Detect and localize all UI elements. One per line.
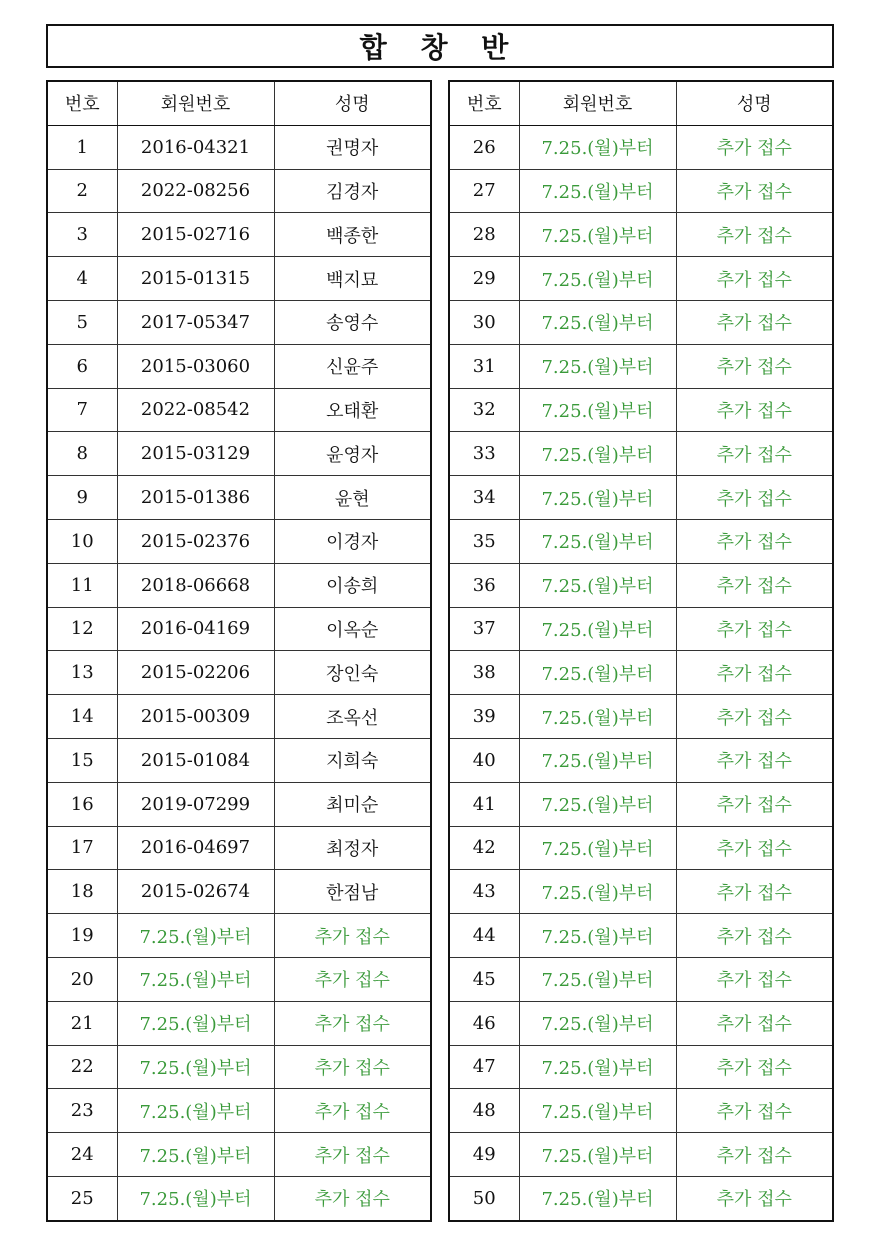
row-number: 3 <box>47 213 117 257</box>
member-id: 7.25.(월)부터 <box>519 782 676 826</box>
row-number: 32 <box>449 388 519 432</box>
member-name: 이송희 <box>274 563 431 607</box>
row-number: 15 <box>47 738 117 782</box>
member-name: 추가 접수 <box>676 300 833 344</box>
member-id: 2016-04697 <box>117 826 274 870</box>
table-row <box>449 957 833 1001</box>
member-id: 2015-02376 <box>117 519 274 563</box>
table-row <box>47 1089 431 1133</box>
row-number: 5 <box>47 300 117 344</box>
table-row <box>47 870 431 914</box>
table-row <box>47 651 431 695</box>
table-row <box>47 476 431 520</box>
row-number: 17 <box>47 826 117 870</box>
roster-table-left <box>46 80 432 1222</box>
row-number: 8 <box>47 432 117 476</box>
table-row <box>449 914 833 958</box>
member-name: 이옥순 <box>274 607 431 651</box>
table-row <box>449 1133 833 1177</box>
member-name: 추가 접수 <box>274 957 431 1001</box>
row-number: 26 <box>449 125 519 169</box>
member-id: 7.25.(월)부터 <box>117 1001 274 1045</box>
row-number: 41 <box>449 782 519 826</box>
header-name: 성명 <box>274 81 431 125</box>
member-name: 추가 접수 <box>676 432 833 476</box>
member-name: 추가 접수 <box>676 1089 833 1133</box>
row-number: 33 <box>449 432 519 476</box>
member-name: 추가 접수 <box>274 1176 431 1220</box>
member-id: 7.25.(월)부터 <box>519 738 676 782</box>
table-row <box>449 563 833 607</box>
table-row <box>47 125 431 169</box>
member-id: 2016-04169 <box>117 607 274 651</box>
member-id: 2022-08542 <box>117 388 274 432</box>
member-id: 2018-06668 <box>117 563 274 607</box>
member-id: 7.25.(월)부터 <box>519 213 676 257</box>
table-row <box>47 738 431 782</box>
member-id: 2015-00309 <box>117 695 274 739</box>
member-id: 7.25.(월)부터 <box>519 1133 676 1177</box>
table-row <box>449 388 833 432</box>
member-name: 한점남 <box>274 870 431 914</box>
member-id: 7.25.(월)부터 <box>519 957 676 1001</box>
table-row <box>47 1133 431 1177</box>
row-number: 4 <box>47 257 117 301</box>
member-name: 최미순 <box>274 782 431 826</box>
table-row <box>47 782 431 826</box>
row-number: 28 <box>449 213 519 257</box>
member-name: 조옥선 <box>274 695 431 739</box>
table-row <box>449 169 833 213</box>
member-name: 추가 접수 <box>676 957 833 1001</box>
member-id: 7.25.(월)부터 <box>519 1176 676 1220</box>
member-name: 추가 접수 <box>676 519 833 563</box>
member-id: 7.25.(월)부터 <box>519 432 676 476</box>
member-name: 추가 접수 <box>274 1089 431 1133</box>
member-name: 추가 접수 <box>676 870 833 914</box>
member-name: 추가 접수 <box>676 388 833 432</box>
table-row <box>47 826 431 870</box>
member-name: 윤현 <box>274 476 431 520</box>
table-row <box>47 257 431 301</box>
header-row <box>47 81 431 125</box>
table-row <box>47 695 431 739</box>
table-row <box>449 1089 833 1133</box>
member-id: 7.25.(월)부터 <box>519 257 676 301</box>
member-name: 추가 접수 <box>676 695 833 739</box>
row-number: 49 <box>449 1133 519 1177</box>
header-member-id: 회원번호 <box>519 81 676 125</box>
row-number: 14 <box>47 695 117 739</box>
member-name: 추가 접수 <box>274 1133 431 1177</box>
member-name: 송영수 <box>274 300 431 344</box>
row-number: 46 <box>449 1001 519 1045</box>
member-name: 추가 접수 <box>676 914 833 958</box>
row-number: 44 <box>449 914 519 958</box>
table-row <box>449 1176 833 1220</box>
row-number: 20 <box>47 957 117 1001</box>
table-row <box>47 1176 431 1220</box>
member-name: 추가 접수 <box>676 563 833 607</box>
row-number: 36 <box>449 563 519 607</box>
member-id: 7.25.(월)부터 <box>519 476 676 520</box>
table-row <box>47 914 431 958</box>
member-id: 2015-03129 <box>117 432 274 476</box>
row-number: 29 <box>449 257 519 301</box>
member-id: 7.25.(월)부터 <box>519 870 676 914</box>
row-number: 19 <box>47 914 117 958</box>
row-number: 31 <box>449 344 519 388</box>
row-number: 39 <box>449 695 519 739</box>
member-name: 윤영자 <box>274 432 431 476</box>
header-number: 번호 <box>47 81 117 125</box>
member-name: 추가 접수 <box>676 738 833 782</box>
row-number: 2 <box>47 169 117 213</box>
row-number: 43 <box>449 870 519 914</box>
row-number: 30 <box>449 300 519 344</box>
member-id: 7.25.(월)부터 <box>519 607 676 651</box>
row-number: 1 <box>47 125 117 169</box>
table-row <box>449 432 833 476</box>
table-row <box>47 1001 431 1045</box>
member-name: 추가 접수 <box>676 1045 833 1089</box>
table-row <box>449 344 833 388</box>
table-row <box>449 826 833 870</box>
table-row <box>449 738 833 782</box>
row-number: 22 <box>47 1045 117 1089</box>
header-member-id: 회원번호 <box>117 81 274 125</box>
row-number: 23 <box>47 1089 117 1133</box>
table-row <box>47 300 431 344</box>
member-id: 7.25.(월)부터 <box>117 1089 274 1133</box>
member-name: 오태환 <box>274 388 431 432</box>
table-row <box>449 1001 833 1045</box>
member-id: 2015-01315 <box>117 257 274 301</box>
table-row <box>449 695 833 739</box>
member-id: 7.25.(월)부터 <box>519 1001 676 1045</box>
member-id: 7.25.(월)부터 <box>519 1045 676 1089</box>
table-row <box>47 213 431 257</box>
member-name: 추가 접수 <box>676 1176 833 1220</box>
table-row <box>449 300 833 344</box>
member-id: 7.25.(월)부터 <box>519 563 676 607</box>
row-number: 48 <box>449 1089 519 1133</box>
row-number: 38 <box>449 651 519 695</box>
member-name: 추가 접수 <box>274 914 431 958</box>
row-number: 6 <box>47 344 117 388</box>
member-name: 추가 접수 <box>676 1001 833 1045</box>
member-name: 최정자 <box>274 826 431 870</box>
row-number: 37 <box>449 607 519 651</box>
member-id: 7.25.(월)부터 <box>519 125 676 169</box>
row-number: 10 <box>47 519 117 563</box>
table-row <box>449 607 833 651</box>
member-id: 7.25.(월)부터 <box>519 695 676 739</box>
member-id: 7.25.(월)부터 <box>519 1089 676 1133</box>
member-id: 2022-08256 <box>117 169 274 213</box>
member-id: 7.25.(월)부터 <box>519 169 676 213</box>
header-row <box>449 81 833 125</box>
table-row <box>449 125 833 169</box>
table-row <box>47 563 431 607</box>
table-row <box>449 476 833 520</box>
member-id: 7.25.(월)부터 <box>519 388 676 432</box>
header-number: 번호 <box>449 81 519 125</box>
member-id: 7.25.(월)부터 <box>519 519 676 563</box>
member-id: 2019-07299 <box>117 782 274 826</box>
member-name: 추가 접수 <box>676 213 833 257</box>
table-row <box>47 1045 431 1089</box>
header-name: 성명 <box>676 81 833 125</box>
table-row <box>47 169 431 213</box>
member-name: 신윤주 <box>274 344 431 388</box>
row-number: 47 <box>449 1045 519 1089</box>
member-name: 추가 접수 <box>676 607 833 651</box>
member-id: 7.25.(월)부터 <box>519 914 676 958</box>
member-id: 7.25.(월)부터 <box>117 1176 274 1220</box>
row-number: 24 <box>47 1133 117 1177</box>
table-row <box>47 957 431 1001</box>
member-id: 7.25.(월)부터 <box>117 914 274 958</box>
table-row <box>449 870 833 914</box>
row-number: 27 <box>449 169 519 213</box>
member-name: 추가 접수 <box>274 1001 431 1045</box>
member-id: 2015-02674 <box>117 870 274 914</box>
member-id: 7.25.(월)부터 <box>519 300 676 344</box>
row-number: 35 <box>449 519 519 563</box>
row-number: 21 <box>47 1001 117 1045</box>
member-id: 7.25.(월)부터 <box>519 651 676 695</box>
row-number: 25 <box>47 1176 117 1220</box>
row-number: 13 <box>47 651 117 695</box>
member-id: 2015-02206 <box>117 651 274 695</box>
member-name: 추가 접수 <box>676 344 833 388</box>
row-number: 9 <box>47 476 117 520</box>
member-name: 추가 접수 <box>274 1045 431 1089</box>
table-row <box>47 432 431 476</box>
member-id: 7.25.(월)부터 <box>519 344 676 388</box>
table-row <box>449 651 833 695</box>
row-number: 34 <box>449 476 519 520</box>
table-row <box>449 257 833 301</box>
member-name: 지희숙 <box>274 738 431 782</box>
member-id: 2016-04321 <box>117 125 274 169</box>
row-number: 11 <box>47 563 117 607</box>
member-id: 2015-02716 <box>117 213 274 257</box>
table-row <box>449 213 833 257</box>
member-id: 2015-01084 <box>117 738 274 782</box>
member-name: 추가 접수 <box>676 125 833 169</box>
member-name: 김경자 <box>274 169 431 213</box>
member-id: 7.25.(월)부터 <box>519 826 676 870</box>
member-name: 추가 접수 <box>676 651 833 695</box>
member-id: 2017-05347 <box>117 300 274 344</box>
member-name: 추가 접수 <box>676 476 833 520</box>
row-number: 18 <box>47 870 117 914</box>
member-name: 추가 접수 <box>676 782 833 826</box>
row-number: 45 <box>449 957 519 1001</box>
page-title: 합 창 반 <box>46 24 834 68</box>
member-id: 7.25.(월)부터 <box>117 1133 274 1177</box>
row-number: 50 <box>449 1176 519 1220</box>
member-name: 권명자 <box>274 125 431 169</box>
table-row <box>47 519 431 563</box>
member-id: 2015-01386 <box>117 476 274 520</box>
row-number: 12 <box>47 607 117 651</box>
member-name: 추가 접수 <box>676 169 833 213</box>
member-name: 이경자 <box>274 519 431 563</box>
table-row <box>47 388 431 432</box>
member-id: 7.25.(월)부터 <box>117 957 274 1001</box>
row-number: 42 <box>449 826 519 870</box>
table-row <box>449 1045 833 1089</box>
member-name: 추가 접수 <box>676 826 833 870</box>
table-row <box>47 607 431 651</box>
table-row <box>47 344 431 388</box>
row-number: 16 <box>47 782 117 826</box>
member-name: 백지묘 <box>274 257 431 301</box>
table-row <box>449 782 833 826</box>
member-name: 장인숙 <box>274 651 431 695</box>
member-id: 2015-03060 <box>117 344 274 388</box>
roster-table-right <box>448 80 834 1222</box>
member-name: 백종한 <box>274 213 431 257</box>
row-number: 40 <box>449 738 519 782</box>
member-name: 추가 접수 <box>676 1133 833 1177</box>
table-row <box>449 519 833 563</box>
row-number: 7 <box>47 388 117 432</box>
member-id: 7.25.(월)부터 <box>117 1045 274 1089</box>
member-name: 추가 접수 <box>676 257 833 301</box>
